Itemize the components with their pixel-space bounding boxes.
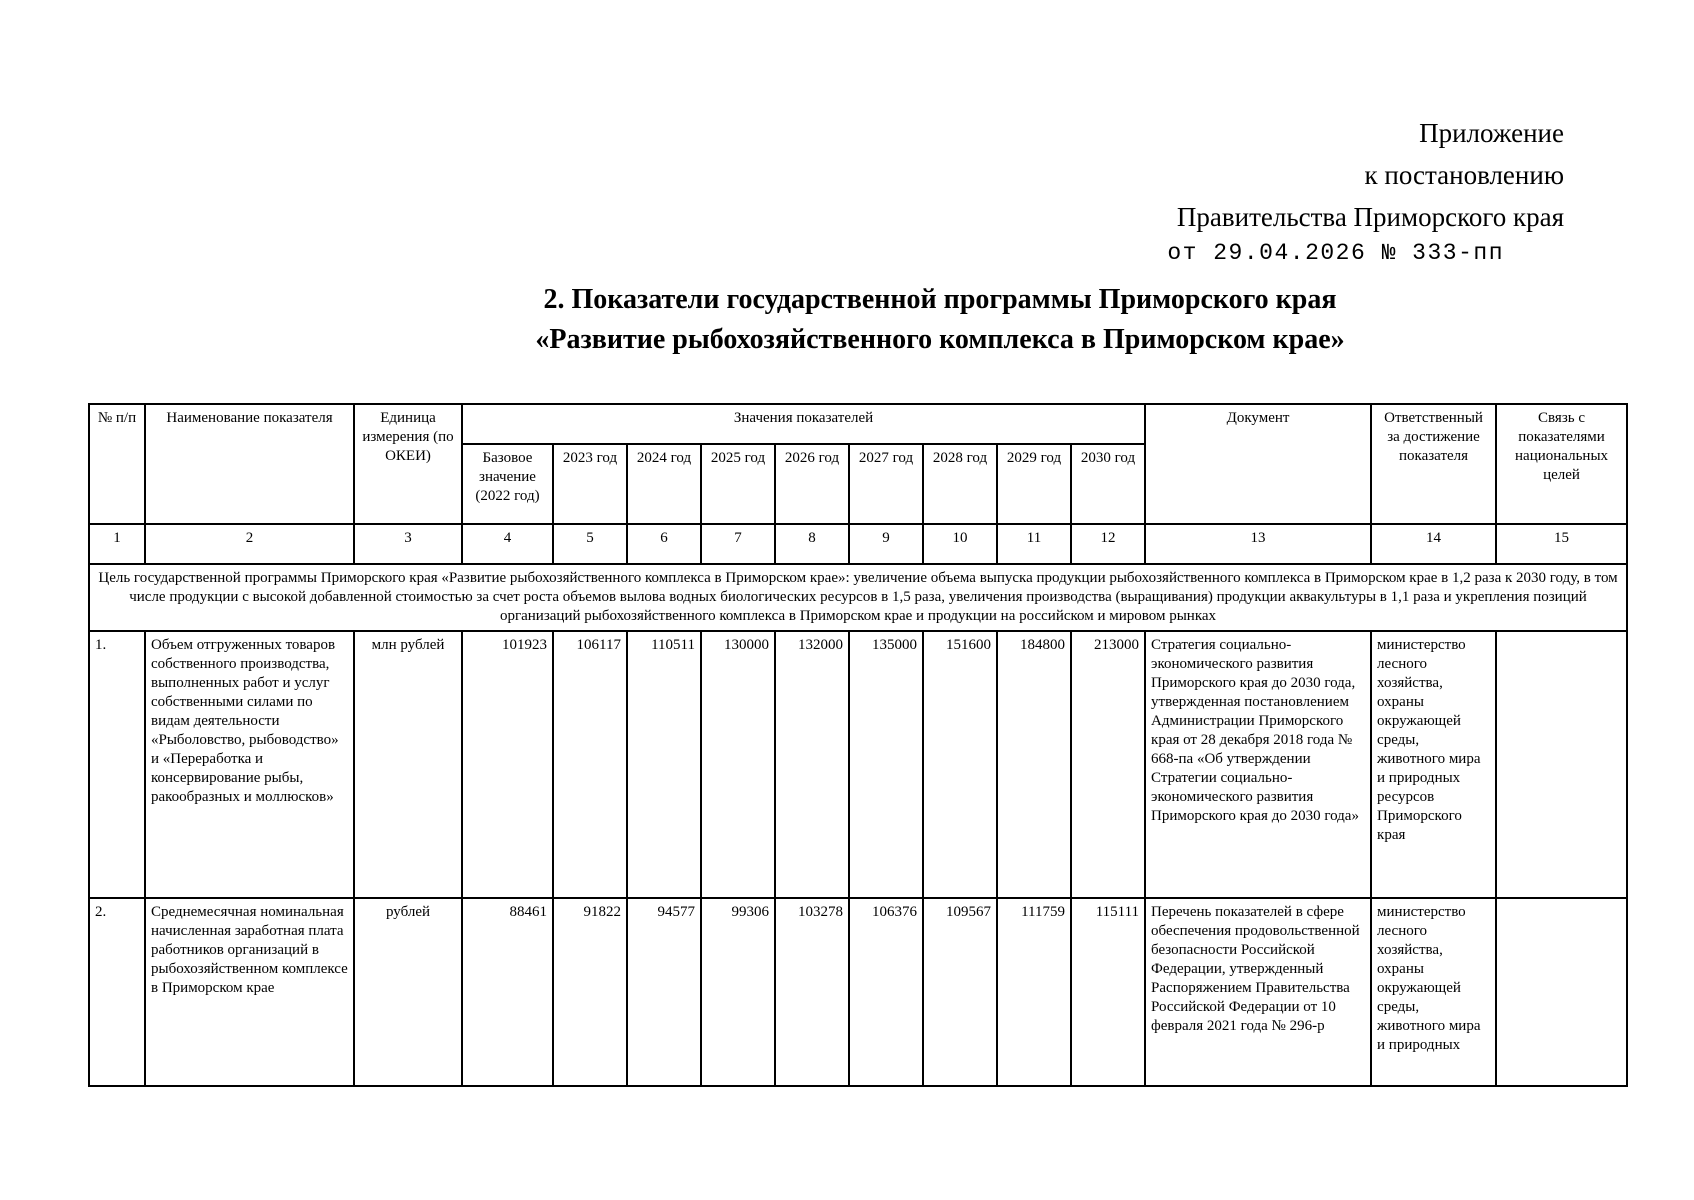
appendix-decree-ref: к постановлению	[1364, 160, 1564, 190]
header-year-2025: 2025 год	[701, 444, 775, 524]
column-number: 7	[701, 524, 775, 564]
column-number: 13	[1145, 524, 1371, 564]
header-year-2029: 2029 год	[997, 444, 1071, 524]
indicator-national-goal-link	[1496, 898, 1627, 1086]
column-number: 1	[89, 524, 145, 564]
appendix-authority: Правительства Приморского края	[1176, 202, 1564, 232]
column-number-row	[89, 524, 1627, 564]
column-number: 14	[1371, 524, 1496, 564]
table-row	[89, 631, 1627, 898]
value-base-2022: 88461	[462, 898, 553, 1086]
value-2026: 103278	[775, 898, 849, 1086]
value-2026: 132000	[775, 631, 849, 898]
indicator-name: Объем отгруженных товаров собственного производства, выполненных работ и услуг собственными силами по видам деятельности «Рыболовство, рыбоводство» и «Переработка и консервирование рыбы, ракообразных и моллюсков»	[145, 631, 354, 898]
value-2025: 130000	[701, 631, 775, 898]
header-year-2028: 2028 год	[923, 444, 997, 524]
value-2024: 110511	[627, 631, 701, 898]
header-document: Документ	[1145, 404, 1371, 524]
indicator-unit: млн рублей	[354, 631, 462, 898]
decree-number: от 29.04.2026 № 333-пп	[1167, 240, 1504, 266]
column-number: 9	[849, 524, 923, 564]
value-2030: 115111	[1071, 898, 1145, 1086]
header-year-2023: 2023 год	[553, 444, 627, 524]
value-base-2022: 101923	[462, 631, 553, 898]
value-2029: 184800	[997, 631, 1071, 898]
indicator-document: Стратегия социально-экономического развития Приморского края до 2030 года, утвержденная постановлением Администрации Приморского края от 28 декабря 2018 года № 668-па «Об утверждении Стратегии социально-экономического развития Приморского края до 2030 года»	[1145, 631, 1371, 898]
value-2024: 94577	[627, 898, 701, 1086]
header-national-goals-link: Связь с показателями национальных целей	[1496, 404, 1627, 524]
header-row-1	[89, 404, 1627, 444]
row-number: 2.	[89, 898, 145, 1086]
value-2023: 91822	[553, 898, 627, 1086]
column-number: 8	[775, 524, 849, 564]
program-goal-text: Цель государственной программы Приморского края «Развитие рыбохозяйственного комплекса в Приморском крае»: увеличение объема выпуска продукции рыбохозяйственного комплекса в Приморском крае в 1,2 раза к 2030 году, в том числе продукции с высокой добавленной стоимостью за счет роста объемов вылова водных биологических ресурсов в 1,5 раза, увеличения производства (выращивания) продукции аквакультуры в 1,1 раза и укрепления позиций организаций рыбохозяйственного комплекса в Приморском крае и продукции на российском и мировом рынках	[89, 564, 1627, 631]
indicator-responsible: министерство лесного хозяйства, охраны окружающей среды, животного мира и природных ресурсов Приморского края	[1371, 631, 1496, 898]
column-number: 10	[923, 524, 997, 564]
program-goal-row	[89, 564, 1627, 631]
document-title	[360, 280, 1520, 360]
value-2028: 109567	[923, 898, 997, 1086]
value-2029: 111759	[997, 898, 1071, 1086]
header-name: Наименование показателя	[145, 404, 354, 524]
header-year-2026: 2026 год	[775, 444, 849, 524]
column-number: 12	[1071, 524, 1145, 564]
column-number: 6	[627, 524, 701, 564]
value-2030: 213000	[1071, 631, 1145, 898]
document-title-line-1: 2. Показатели государственной программы Приморского края	[543, 284, 1337, 315]
header-num: № п/п	[89, 404, 145, 524]
header-year-2024: 2024 год	[627, 444, 701, 524]
column-number: 11	[997, 524, 1071, 564]
header-year-2027: 2027 год	[849, 444, 923, 524]
column-number: 5	[553, 524, 627, 564]
column-number: 15	[1496, 524, 1627, 564]
indicator-responsible: министерство лесного хозяйства, охраны окружающей среды, животного мира и природных	[1371, 898, 1496, 1086]
value-2025: 99306	[701, 898, 775, 1086]
document-title-line-2: «Развитие рыбохозяйственного комплекса в Приморском крае»	[535, 324, 1345, 355]
row-number: 1.	[89, 631, 145, 898]
value-2027: 135000	[849, 631, 923, 898]
column-number: 2	[145, 524, 354, 564]
header-year-2030: 2030 год	[1071, 444, 1145, 524]
value-2028: 151600	[923, 631, 997, 898]
indicator-national-goal-link	[1496, 631, 1627, 898]
column-number: 4	[462, 524, 553, 564]
indicator-document: Перечень показателей в сфере обеспечения продовольственной безопасности Российской Федерации, утвержденный Распоряжением Правительства Российской Федерации от 10 февраля 2021 года № 296-р	[1145, 898, 1371, 1086]
indicator-name: Среднемесячная номинальная начисленная заработная плата работников организаций в рыбохозяйственном комплексе в Приморском крае	[145, 898, 354, 1086]
appendix-block	[1167, 112, 1564, 268]
appendix-label: Приложение	[1419, 118, 1564, 148]
header-responsible: Ответственный за достижение показателя	[1371, 404, 1496, 524]
header-base-value: Базовое значение (2022 год)	[462, 444, 553, 524]
value-2023: 106117	[553, 631, 627, 898]
indicator-unit: рублей	[354, 898, 462, 1086]
value-2027: 106376	[849, 898, 923, 1086]
header-unit: Единица измерения (по ОКЕИ)	[354, 404, 462, 524]
column-number: 3	[354, 524, 462, 564]
header-values-group: Значения показателей	[462, 404, 1145, 444]
table-row	[89, 898, 1627, 1086]
indicators-table	[88, 403, 1628, 1087]
